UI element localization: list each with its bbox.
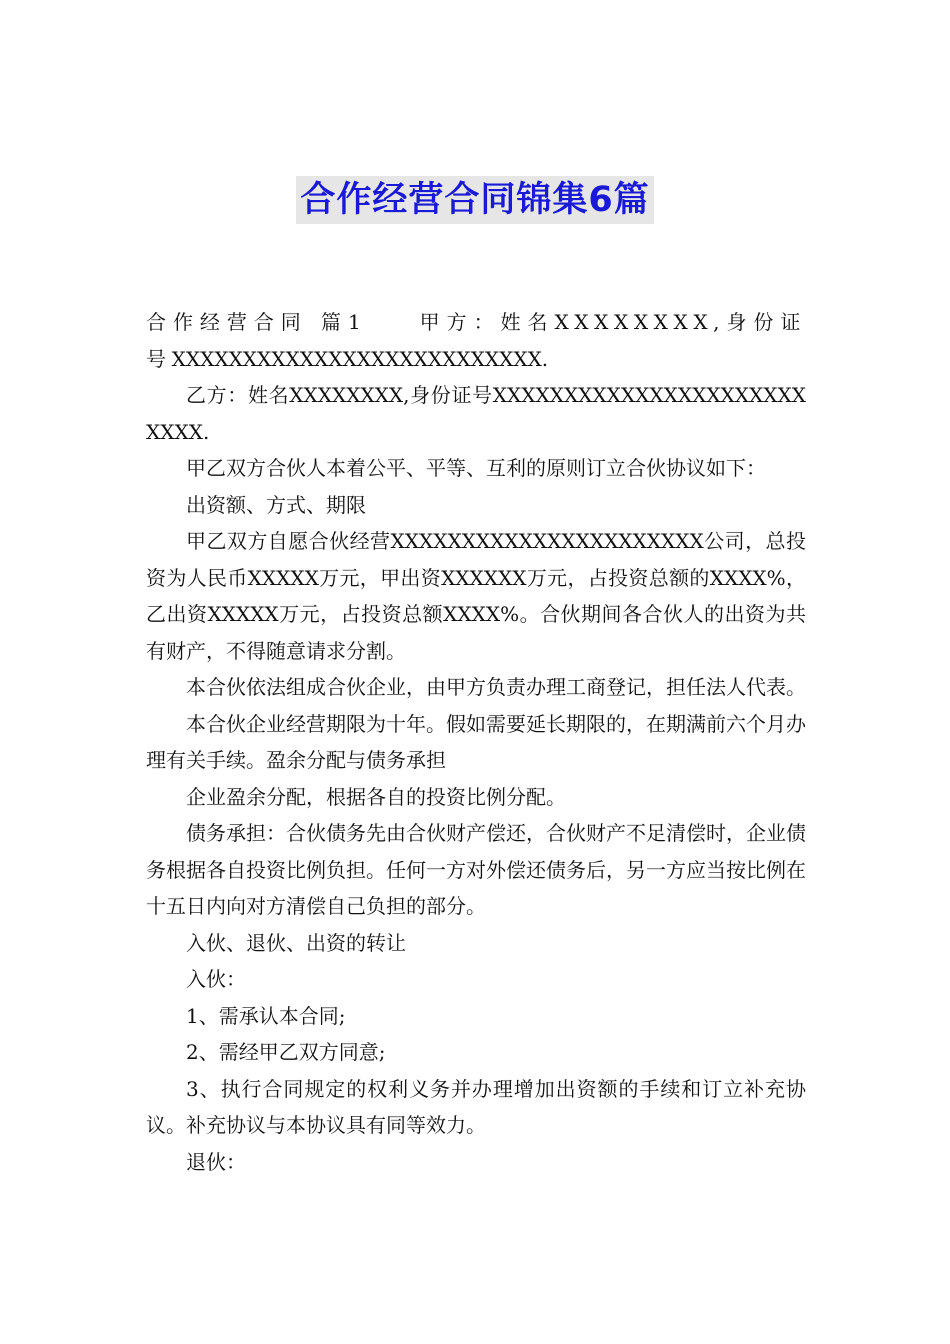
admission-item-2: 2、需经甲乙双方同意;	[186, 1040, 386, 1064]
contract-heading: 合作经营合同 篇1	[146, 310, 367, 334]
registration-paragraph: 本合伙依法组成合伙企业，由甲方负责办理工商登记，担任法人代表。	[186, 675, 806, 699]
capital-paragraph: 甲乙双方自愿合伙经营XXXXXXXXXXXXXXXXXXXXXX公司，总投资为人民币XXXXX万元，甲出资XXXXXX万元，占投资总额的XXXX%，乙出资XXXXX万元，占投资总额XXXX%。合伙期间各合伙人的出资为共有财产，不得随意请求分割。	[146, 529, 806, 663]
section-heading-capital: 出资额、方式、期限	[186, 492, 366, 517]
admission-label: 入伙：	[186, 967, 246, 991]
party-a-id-number: XXXXXXXXXXXXXXXXXXXXXXXXXX.	[171, 346, 549, 371]
title-block	[0, 176, 950, 224]
debt-paragraph: 债务承担：合伙债务先由合伙财产偿还，合伙财产不足清偿时，企业债务根据各自投资比例负担。任何一方对外偿还债务后，另一方应当按比例在十五日内向对方清偿自己负担的部分。	[146, 821, 806, 918]
profit-paragraph: 企业盈余分配，根据各自的投资比例分配。	[186, 784, 566, 809]
admission-item-3: 3、执行合同规定的权利义务并办理增加出资额的手续和订立补充协议。补充协议与本协议具有同等效力。	[146, 1076, 806, 1137]
withdrawal-label: 退伙：	[186, 1149, 246, 1174]
party-b-paragraph: 乙方：姓名XXXXXXXX,身份证号XXXXXXXXXXXXXXXXXXXXXXXXXX.	[146, 383, 806, 444]
principle-paragraph: 甲乙双方合伙人本着公平、平等、互利的原则订立合伙协议如下：	[186, 456, 766, 480]
document-body	[146, 304, 806, 1180]
party-a-label: 甲方：姓名XXXXXXXX,身份证号	[146, 310, 806, 371]
document-title: 合作经营合同锦集6篇	[296, 176, 653, 224]
admission-item-1: 1、需承认本合同;	[186, 1003, 346, 1028]
section-heading-admission: 入伙、退伙、出资的转让	[186, 930, 406, 955]
intro-paragraph	[146, 304, 806, 377]
term-paragraph: 本合伙企业经营期限为十年。假如需要延长期限的，在期满前六个月办理有关手续。盈余分配与债务承担	[146, 711, 806, 772]
